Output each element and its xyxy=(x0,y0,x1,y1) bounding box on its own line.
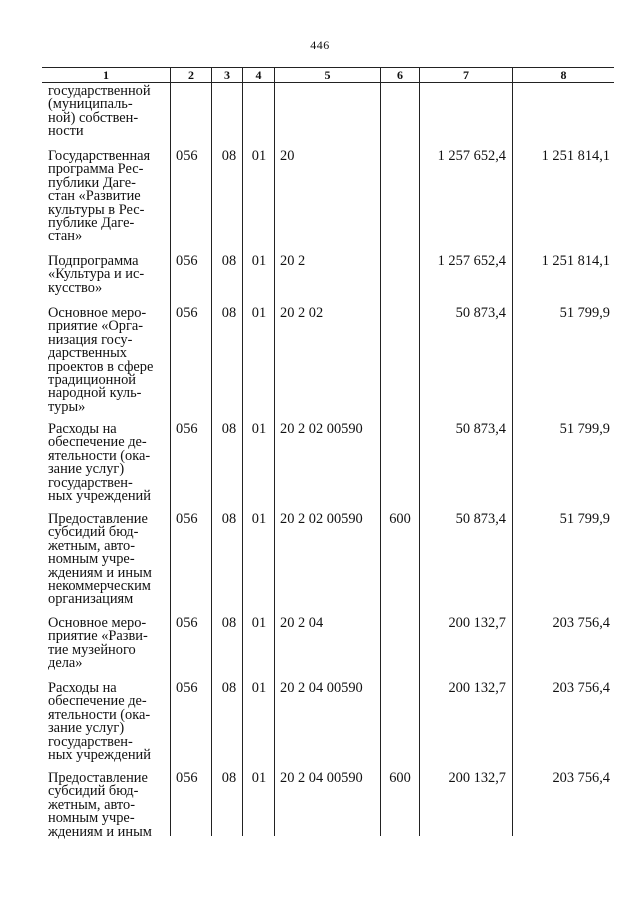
header-cell-7: 7 xyxy=(463,68,469,82)
column-rule xyxy=(242,67,243,836)
row-name: Предоставление субсидий бюд- жетным, авто- номным учре- ждениям и иным некоммерческим организациям xyxy=(48,511,152,608)
col-4-value: 01 xyxy=(251,305,267,321)
row-name: Расходы на обеспечение де- ятельности (ока- зание услуг) государствен- ных учреждений xyxy=(48,421,151,505)
col-8-value: 203 756,4 xyxy=(552,615,610,631)
col-7-value: 1 257 652,4 xyxy=(437,253,506,269)
col-5-value: 20 2 02 00590 xyxy=(280,511,363,527)
col-2-value: 056 xyxy=(176,680,198,696)
column-rule xyxy=(211,67,212,836)
col-7-value: 50 873,4 xyxy=(455,511,506,527)
col-7-value: 200 132,7 xyxy=(448,680,506,696)
col-5-value: 20 2 02 xyxy=(280,305,324,321)
row-name: Основное меро- приятие «Разви- тие музейного дела» xyxy=(48,615,148,672)
col-6-value: 600 xyxy=(389,511,411,527)
header-cell-3: 3 xyxy=(224,68,230,82)
col-4-value: 01 xyxy=(251,148,267,164)
row-name: государственной (муниципаль- ной) собствен- ности xyxy=(48,83,151,140)
row-name: Расходы на обеспечение де- ятельности (ока- зание услуг) государствен- ных учреждений xyxy=(48,680,151,764)
col-3-value: 08 xyxy=(221,148,237,164)
col-5-value: 20 2 02 00590 xyxy=(280,421,363,437)
column-rule xyxy=(380,67,381,836)
page-number: 446 xyxy=(310,38,330,52)
col-4-value: 01 xyxy=(251,421,267,437)
col-5-value: 20 2 04 00590 xyxy=(280,680,363,696)
col-7-value: 200 132,7 xyxy=(448,615,506,631)
col-4-value: 01 xyxy=(251,615,267,631)
row-name: Основное меро- приятие «Орга- низация госу- дарственных проектов в сфере традиционной народной куль- туры» xyxy=(48,305,154,415)
col-2-value: 056 xyxy=(176,253,198,269)
header-cell-6: 6 xyxy=(397,68,403,82)
col-5-value: 20 2 04 00590 xyxy=(280,770,363,786)
col-5-value: 20 2 xyxy=(280,253,306,269)
col-3-value: 08 xyxy=(221,680,237,696)
col-5-value: 20 2 04 xyxy=(280,615,324,631)
row-name: Подпрограмма «Культура и ис- кусство» xyxy=(48,253,145,296)
column-rule xyxy=(274,67,275,836)
col-4-value: 01 xyxy=(251,511,267,527)
column-rule xyxy=(512,67,513,836)
col-8-value: 51 799,9 xyxy=(559,305,610,321)
col-2-value: 056 xyxy=(176,421,198,437)
col-3-value: 08 xyxy=(221,253,237,269)
col-8-value: 1 251 814,1 xyxy=(541,148,610,164)
col-4-value: 01 xyxy=(251,253,267,269)
col-2-value: 056 xyxy=(176,615,198,631)
column-rule xyxy=(170,67,171,836)
col-7-value: 50 873,4 xyxy=(455,421,506,437)
col-5-value: 20 xyxy=(280,148,295,164)
col-7-value: 200 132,7 xyxy=(448,770,506,786)
header-cell-8: 8 xyxy=(560,68,567,82)
header-cell-1: 1 xyxy=(103,68,109,82)
col-2-value: 056 xyxy=(176,305,198,321)
col-4-value: 01 xyxy=(251,680,267,696)
col-7-value: 50 873,4 xyxy=(455,305,506,321)
header-cell-2: 2 xyxy=(188,68,194,82)
row-name: Предоставление субсидий бюд- жетным, авто- номным учре- ждениям и иным xyxy=(48,770,152,840)
col-3-value: 08 xyxy=(221,421,237,437)
col-8-value: 1 251 814,1 xyxy=(541,253,610,269)
col-2-value: 056 xyxy=(176,770,198,786)
col-8-value: 51 799,9 xyxy=(559,421,610,437)
col-8-value: 203 756,4 xyxy=(552,680,610,696)
col-6-value: 600 xyxy=(389,770,411,786)
col-3-value: 08 xyxy=(221,305,237,321)
col-3-value: 08 xyxy=(221,770,237,786)
col-3-value: 08 xyxy=(221,615,237,631)
header-cell-4: 4 xyxy=(255,68,262,82)
header-cell-5: 5 xyxy=(324,68,331,82)
col-8-value: 203 756,4 xyxy=(552,770,610,786)
col-7-value: 1 257 652,4 xyxy=(437,148,506,164)
col-8-value: 51 799,9 xyxy=(559,511,610,527)
row-name: Государственная программа Рес- публики Даге- стан «Развитие культуры в Рес- публике Даге- стан» xyxy=(48,148,151,245)
col-2-value: 056 xyxy=(176,511,198,527)
col-4-value: 01 xyxy=(251,770,267,786)
col-3-value: 08 xyxy=(221,511,237,527)
col-2-value: 056 xyxy=(176,148,198,164)
column-rule xyxy=(419,67,420,836)
